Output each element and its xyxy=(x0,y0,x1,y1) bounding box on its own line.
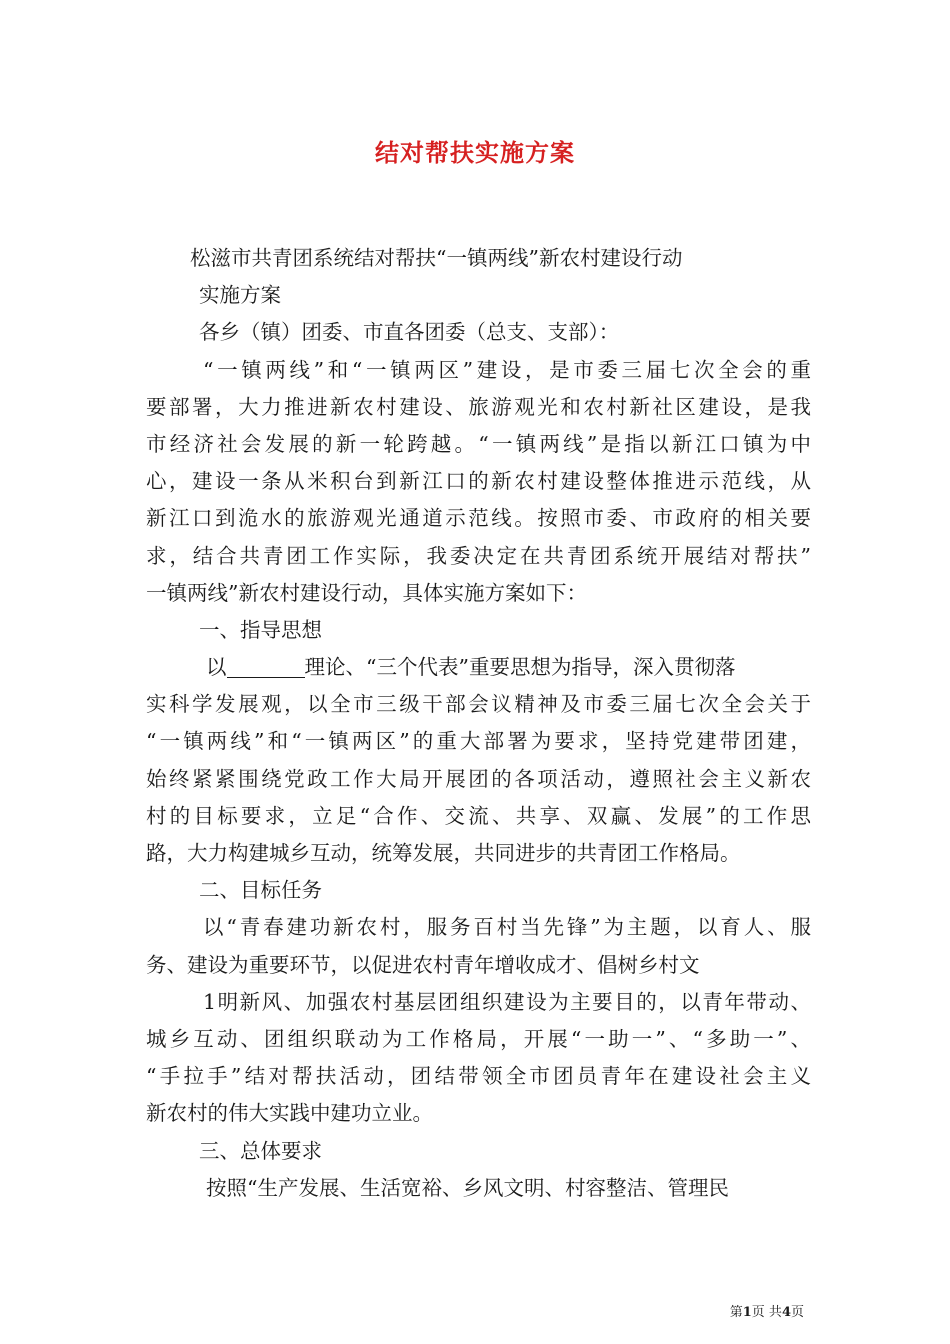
footer-middle: 页 共 xyxy=(751,1305,782,1320)
page-number-footer xyxy=(730,1301,804,1320)
paragraph-line: 以“青春建功新农村，服务百村当先锋”为主题，以育人、服 xyxy=(203,915,811,940)
subtitle-line: 实施方案 xyxy=(199,283,281,308)
paragraph-line: 1明新风、加强农村基层团组织建设为主要目的，以青年带动、 xyxy=(203,989,811,1014)
current-page-number: 1 xyxy=(742,1305,752,1320)
paragraph-line: 路，大力构建城乡互动，统筹发展，共同进步的共青团工作格局。 xyxy=(146,841,741,865)
paragraph-line: 市经济社会发展的新一轮跨越。“一镇两线”是指以新江口镇为中 xyxy=(146,431,811,456)
section-heading: 一、指导思想 xyxy=(199,617,322,642)
paragraph-line: 新江口到洈水的旅游观光通道示范线。按照市委、市政府的相关要 xyxy=(146,506,811,531)
paragraph-line: 始终紧紧围绕党政工作大局开展团的各项活动，遵照社会主义新农 xyxy=(146,766,811,791)
document-title: 结对帮扶实施方案 xyxy=(375,138,575,167)
paragraph-line: 实科学发展观，以全市三级干部会议精神及市委三届七次全会关于 xyxy=(146,692,811,717)
paragraph-line: 求，结合共青团工作实际，我委决定在共青团系统开展结对帮扶” xyxy=(146,543,811,568)
paragraph-text: 以 xyxy=(206,655,227,680)
paragraph-line: 城乡互动、团组织联动为工作格局，开展“一助一”、“多助一”、 xyxy=(146,1026,811,1051)
paragraph-line: 村的目标要求，立足“合作、交流、共享、双赢、发展”的工作思 xyxy=(146,803,811,828)
paragraph-line: 要部署，大力推进新农村建设、旅游观光和农村新社区建设，是我 xyxy=(146,394,811,419)
document-body xyxy=(146,240,811,1207)
paragraph-line: 一镇两线”新农村建设行动，具体实施方案如下： xyxy=(146,580,587,605)
footer-suffix: 页 xyxy=(790,1305,804,1320)
section-heading: 三、总体要求 xyxy=(199,1138,322,1163)
fill-blank xyxy=(227,655,305,678)
total-page-count: 4 xyxy=(781,1305,791,1320)
footer-prefix: 第 xyxy=(729,1305,743,1320)
paragraph-line: 新农村的伟大实践中建功立业。 xyxy=(146,1101,433,1126)
paragraph-line: “一镇两线”和“一镇两区”建设，是市委三届七次全会的重 xyxy=(203,357,811,382)
paragraph-line xyxy=(146,649,811,686)
salutation-line: 各乡（镇）团委、市直各团委（总支、支部）： xyxy=(199,320,620,345)
paragraph-line: “手拉手”结对帮扶活动，团结带领全市团员青年在建设社会主义 xyxy=(146,1064,811,1089)
subtitle-line: 松滋市共青团系统结对帮扶“一镇两线”新农村建设行动 xyxy=(190,246,683,270)
paragraph-line: 按照“生产发展、生活宽裕、乡风文明、村容整洁、管理民 xyxy=(206,1175,729,1200)
paragraph-line: 心，建设一条从米积台到新江口的新农村建设整体推进示范线，从 xyxy=(146,469,811,494)
section-heading: 二、目标任务 xyxy=(199,878,322,903)
paragraph-line: 务、建设为重要环节，以促进农村青年增收成才、倡树乡村文 xyxy=(146,952,700,977)
paragraph-text: 理论、“三个代表”重要思想为指导，深入贯彻落 xyxy=(304,655,736,680)
paragraph-line: “一镇两线”和“一镇两区”的重大部署为要求，坚持党建带团建， xyxy=(146,729,811,754)
